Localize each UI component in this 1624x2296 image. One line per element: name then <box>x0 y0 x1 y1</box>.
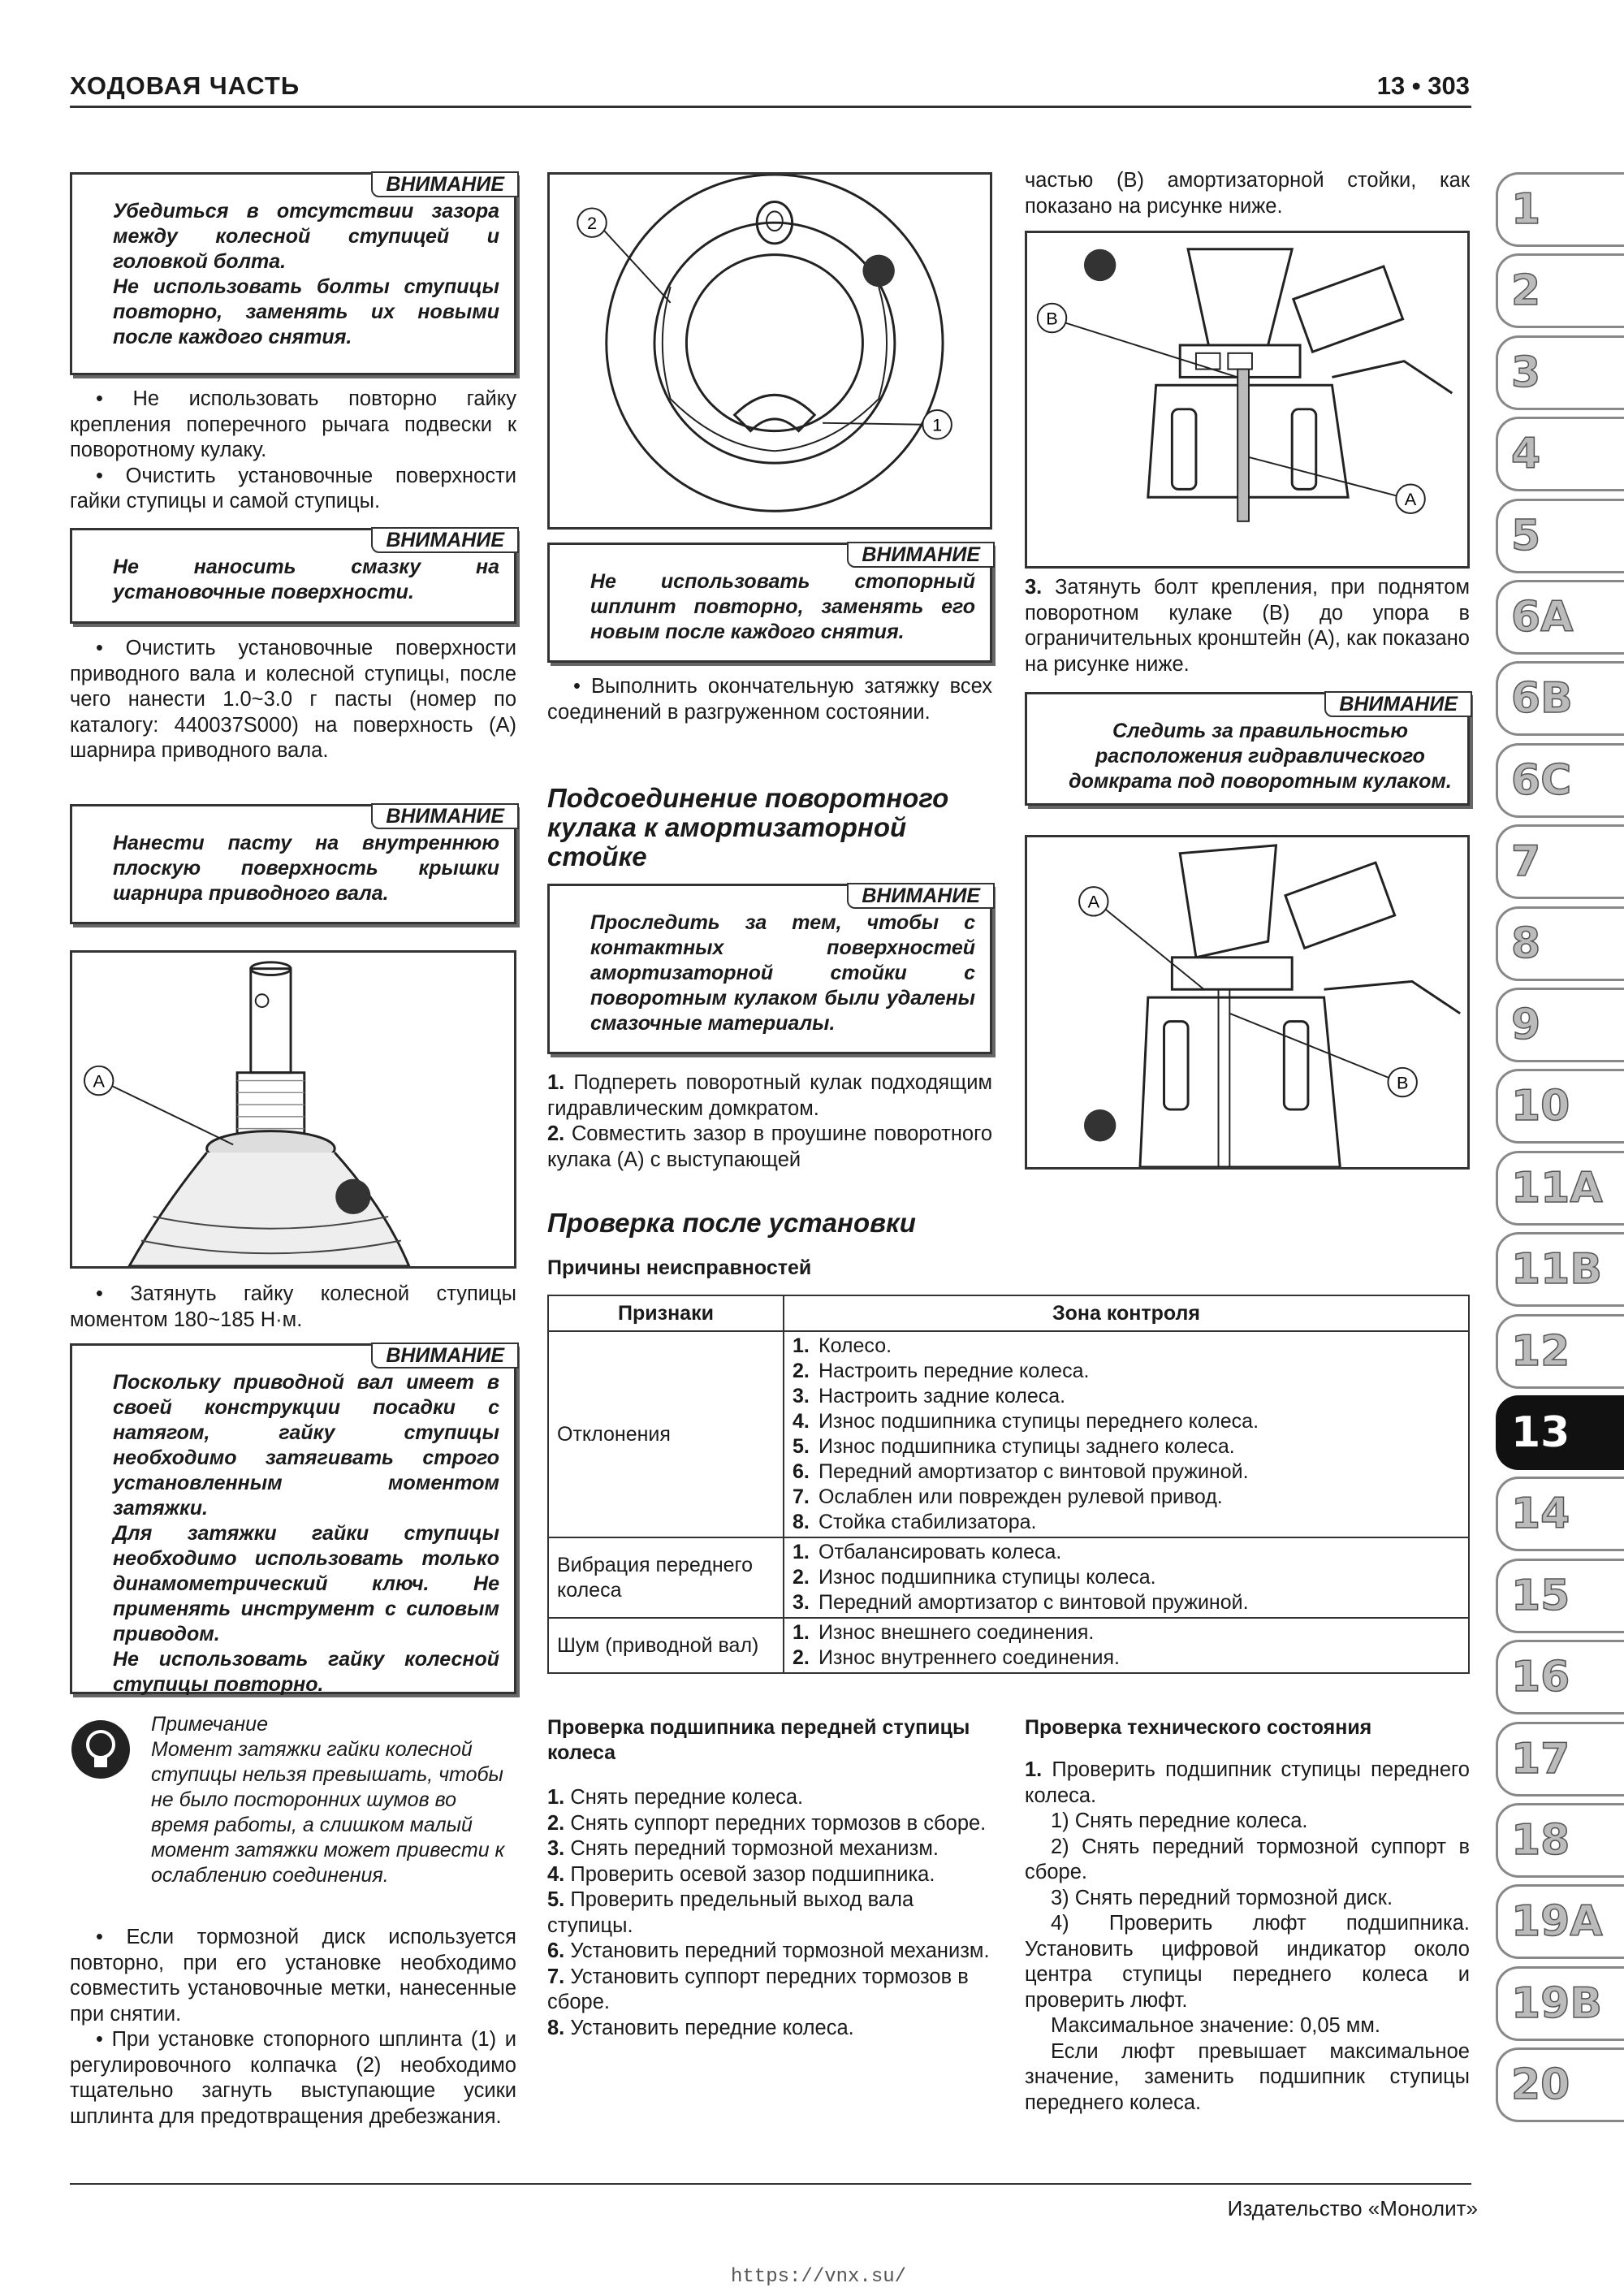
footer-rule <box>70 2183 1471 2185</box>
check-item <box>793 1645 1460 1671</box>
item-number: 2. <box>793 1646 810 1669</box>
item-text: Настроить задние колеса. <box>818 1385 1066 1407</box>
subsection-heading: Проверка подшипника передней ступицы колеса <box>547 1716 970 1764</box>
check-item <box>793 1565 1460 1590</box>
check-item <box>793 1334 1460 1359</box>
item-number: 1. <box>793 1621 810 1644</box>
subsection-heading: Проверка технического состояния <box>1025 1716 1372 1739</box>
step-text: Затянуть болт крепления, при поднятом поворотном кулаке (В) до упора в ограничительных кронштейн (А), как показано на рисунке ниже. <box>1025 576 1470 676</box>
text-block <box>70 387 516 515</box>
chapter-tab-10[interactable]: 10 <box>1496 1069 1624 1144</box>
chapter-tab-2[interactable]: 2 <box>1496 253 1624 328</box>
symptom-cell: Шум (приводной вал) <box>548 1618 784 1673</box>
spec-value: Максимальное значение: 0,05 мм. <box>1051 2014 1380 2037</box>
drive-shaft-figure <box>70 950 516 1269</box>
bullet-item: • Затянуть гайку колесной ступицы моментом 180~185 Н·м. <box>70 1282 516 1331</box>
chapter-tab-16[interactable]: 16 <box>1496 1640 1624 1714</box>
section-heading: Проверка после установки <box>547 1208 916 1238</box>
callout-A: A <box>93 1070 105 1092</box>
chapter-tab-20[interactable]: 20 <box>1496 2047 1624 2122</box>
text-block <box>70 1282 516 1333</box>
chapter-tab-15[interactable]: 15 <box>1496 1559 1624 1633</box>
callout-A: A <box>1087 891 1100 912</box>
step-item <box>547 1836 992 1862</box>
item-text: Колесо. <box>818 1334 892 1357</box>
bullet-item: • Очистить установочные поверхности приводного вала и колесной ступицы, после чего нанести 1.0~3.0 г пасты (номер по каталогу: 440037S000) на поверхность (А) шарнира приводного вала. <box>70 637 516 762</box>
warning-text: Не использовать болты ступицы повторно, заменять их новыми после каждого снятия. <box>113 275 499 348</box>
step-number: 5. <box>547 1888 565 1911</box>
warning-label: ВНИМАНИЕ <box>847 542 995 568</box>
warning-label: ВНИМАНИЕ <box>847 883 995 909</box>
chapter-tab-13[interactable]: 13 <box>1496 1395 1624 1470</box>
warning-text: Не использовать стопорный шплинт повторно, заменять его новым после каждого снятия. <box>590 570 975 643</box>
warning-text: Убедиться в отсутствии зазора между колесной ступицей и головкой болта. <box>113 200 499 273</box>
step-number: 1. <box>547 1786 565 1809</box>
item-number: 8. <box>793 1511 810 1533</box>
step-text: Проверить осевой зазор подшипника. <box>570 1862 935 1886</box>
step-item <box>547 1785 992 1811</box>
check-item <box>793 1485 1460 1510</box>
item-number: 4. <box>793 1410 810 1433</box>
check-zone-cell <box>784 1331 1469 1537</box>
step-item <box>547 1939 992 1965</box>
paragraph: частью (В) амортизаторной стойки, как показано на рисунке ниже. <box>1025 169 1470 218</box>
step-item <box>547 1811 992 1837</box>
callout-A: A <box>1404 489 1417 510</box>
warning-text: Для затяжки гайки ступицы необходимо использовать только динамометрический ключ. Не применять инструмент с силовым приводом. <box>113 1522 499 1645</box>
step-number: 7. <box>547 1965 565 1988</box>
paragraph: Если люфт превышает максимальное значение, заменить подшипник ступицы переднего колеса. <box>1025 2039 1470 2114</box>
chapter-tab-9[interactable]: 9 <box>1496 988 1624 1062</box>
warning-text: Не наносить смазку на установочные поверхности. <box>113 556 499 603</box>
chapter-tab-3[interactable]: 3 <box>1496 335 1624 410</box>
header-rule <box>70 106 1471 108</box>
note-block <box>151 1712 516 1888</box>
table-row <box>548 1537 1469 1618</box>
note-text: Момент затяжки гайки колесной ступицы нельзя превышать, чтобы не было посторонних шумов во время работы, а слишком малый момент затяжки может привести к ослаблению соединения. <box>151 1738 505 1887</box>
warning-text: Нанести пасту на внутреннюю плоскую поверхность крышки шарнира приводного вала. <box>113 832 499 905</box>
chapter-tab-6c[interactable]: 6C <box>1496 743 1624 818</box>
steps-block <box>1025 575 1470 677</box>
warning-label: ВНИМАНИЕ <box>371 171 519 197</box>
warning-text: Поскольку приводной вал имеет в своей конструкции посадки с натягом, гайку ступицы необходимо затягивать строго установленным моментом затяжки. <box>113 1371 499 1520</box>
chapter-tab-8[interactable]: 8 <box>1496 906 1624 981</box>
step-text: Проверить подшипник ступицы переднего колеса. <box>1025 1758 1470 1807</box>
item-text: Износ внешнего соединения. <box>818 1621 1095 1644</box>
step-number: 6. <box>547 1939 565 1962</box>
text-block <box>70 636 516 764</box>
warning-label: ВНИМАНИЕ <box>1324 691 1472 717</box>
check-item <box>793 1620 1460 1645</box>
item-number: 3. <box>793 1385 810 1407</box>
text-block <box>547 674 992 725</box>
warning-label: ВНИМАНИЕ <box>371 527 519 553</box>
publisher: Издательство «Монолит» <box>1227 2196 1478 2220</box>
section-title: ХОДОВАЯ ЧАСТЬ <box>70 71 300 100</box>
knuckle-bracket-figure <box>1025 835 1470 1170</box>
steps-block <box>547 1070 992 1173</box>
warning-box <box>70 528 516 624</box>
item-text: Ослаблен или поврежден рулевой привод. <box>818 1485 1223 1508</box>
callout-2: 2 <box>586 213 598 234</box>
step-number: 2. <box>547 1122 565 1145</box>
chapter-tab-7[interactable]: 7 <box>1496 824 1624 899</box>
steps-block <box>1025 1758 1470 2116</box>
chapter-tab-12[interactable]: 12 <box>1496 1314 1624 1389</box>
step-text: Подпереть поворотный кулак подходящим гидравлическим домкратом. <box>547 1071 992 1120</box>
substep: 3) Снять передний тормозной диск. <box>1051 1886 1393 1909</box>
bullet-item: • Не использовать повторно гайку крепления поперечного рычага подвески к поворотному кулаку. <box>70 387 516 461</box>
warning-text: Не использовать гайку колесной ступицы повторно. <box>113 1648 499 1696</box>
chapter-tab-11a[interactable]: 11A <box>1496 1151 1624 1226</box>
callout-B: B <box>1396 1072 1409 1093</box>
item-number: 1. <box>793 1541 810 1563</box>
step-text: Снять суппорт передних тормозов в сборе. <box>570 1811 987 1835</box>
item-text: Настроить передние колеса. <box>818 1360 1090 1382</box>
substep: 4) Проверить люфт подшипника. Установить цифровой индикатор около центра ступицы переднего колеса и проверить люфт. <box>1025 1912 1470 2012</box>
chapter-tab-6b[interactable]: 6B <box>1496 661 1624 736</box>
check-zone-cell <box>784 1537 1469 1618</box>
step-item <box>547 1862 992 1888</box>
text-block <box>70 1925 516 2130</box>
strut-knuckle-figure <box>1025 231 1470 569</box>
bullet-item: • Выполнить окончательную затяжку всех соединений в разгруженном состоянии. <box>547 675 992 724</box>
warning-label: ВНИМАНИЕ <box>371 1343 519 1369</box>
item-text: Отбалансировать колеса. <box>818 1541 1062 1563</box>
warning-box <box>70 804 516 924</box>
note-title: Примечание <box>151 1713 268 1736</box>
warning-box <box>70 172 516 375</box>
diagnostics-table <box>547 1295 1470 1674</box>
step-number: 4. <box>547 1862 565 1886</box>
step-item <box>547 1887 992 1939</box>
chapter-tab-1[interactable]: 1 <box>1496 172 1624 247</box>
item-text: Износ подшипника ступицы заднего колеса. <box>818 1435 1235 1458</box>
bullet-item: • При установке стопорного шплинта (1) и регулировочного колпачка (2) необходимо тщательно загнуть выступающие усики шплинта для предотвращения дребезжания. <box>70 2028 516 2128</box>
lightbulb-icon <box>71 1720 130 1779</box>
step-text: Установить суппорт передних тормозов в сборе. <box>547 1965 969 2013</box>
step-text: Снять передний тормозной механизм. <box>570 1837 939 1860</box>
warning-box <box>70 1343 516 1694</box>
warning-box <box>547 884 992 1054</box>
chapter-tab-11b[interactable]: 11B <box>1496 1232 1624 1307</box>
item-text: Износ подшипника ступицы колеса. <box>818 1566 1156 1589</box>
check-zone-cell <box>784 1618 1469 1673</box>
column-header: Зона контроля <box>784 1295 1469 1331</box>
page-number: 13 • 303 <box>1376 71 1470 100</box>
warning-box <box>1025 692 1470 806</box>
warning-text: Следить за правильностью расположения гидравлического домкрата под поворотным кулаком. <box>1069 720 1452 793</box>
bullet-item: • Если тормозной диск используется повторно, при его установке необходимо совместить установочные метки, нанесенные при снятии. <box>70 1926 516 2026</box>
item-number: 2. <box>793 1566 810 1589</box>
step-number: 3. <box>547 1837 565 1860</box>
step-text: Снять передние колеса. <box>570 1786 804 1809</box>
step-item <box>547 1965 992 2016</box>
step-text: Установить передний тормозной механизм. <box>570 1939 990 1962</box>
item-text: Износ подшипника ступицы переднего колеса. <box>818 1410 1259 1433</box>
item-number: 2. <box>793 1360 810 1382</box>
item-text: Износ внутреннего соединения. <box>818 1646 1120 1669</box>
source-url[interactable]: https://vnx.su/ <box>731 2266 907 2288</box>
chapter-tab-4[interactable]: 4 <box>1496 417 1624 491</box>
warning-label: ВНИМАНИЕ <box>371 803 519 829</box>
step-item <box>547 2016 992 2042</box>
item-text: Стойка стабилизатора. <box>818 1511 1037 1533</box>
chapter-tab-17[interactable]: 17 <box>1496 1722 1624 1797</box>
section-heading: Подсоединение поворотного кулака к амортизаторной стойке <box>547 783 949 871</box>
step-text: Проверить предельный выход вала ступицы. <box>547 1888 914 1937</box>
symptom-cell: Отклонения <box>548 1331 784 1537</box>
step-text: Совместить зазор в проушине поворотного кулака (А) с выступающей <box>547 1122 993 1171</box>
steps-block <box>547 1785 992 2041</box>
column-header: Признаки <box>548 1295 784 1331</box>
subsection-heading: Причины неисправностей <box>547 1256 812 1279</box>
item-number: 3. <box>793 1591 810 1614</box>
check-item <box>793 1384 1460 1409</box>
symptom-cell: Вибрация переднего колеса <box>548 1537 784 1618</box>
check-item <box>793 1510 1460 1535</box>
substep: 2) Снять передний тормозной суппорт в сборе. <box>1025 1835 1470 1883</box>
check-item <box>793 1590 1460 1615</box>
chapter-tab-14[interactable]: 14 <box>1496 1477 1624 1551</box>
substep: 1) Снять передние колеса. <box>1051 1810 1308 1832</box>
callout-B: B <box>1046 308 1058 329</box>
chapter-tab-6a[interactable]: 6A <box>1496 580 1624 655</box>
bullet-item: • Очистить установочные поверхности гайки ступицы и самой ступицы. <box>70 464 516 512</box>
item-number: 1. <box>793 1334 810 1357</box>
check-item <box>793 1359 1460 1384</box>
step-number: 1. <box>547 1071 565 1094</box>
hub-cap-figure <box>547 172 992 530</box>
warning-box <box>547 543 992 663</box>
check-item <box>793 1434 1460 1459</box>
chapter-tab-19a[interactable]: 19A <box>1496 1884 1624 1959</box>
item-number: 7. <box>793 1485 810 1508</box>
item-number: 5. <box>793 1435 810 1458</box>
callout-1: 1 <box>932 414 943 435</box>
item-text: Передний амортизатор с винтовой пружиной. <box>818 1591 1249 1614</box>
warning-text: Проследить за тем, чтобы с контактных поверхностей амортизаторной стойки с поворотным кулаком были удалены смазочные материалы. <box>590 911 975 1035</box>
chapter-tab-5[interactable]: 5 <box>1496 499 1624 573</box>
step-number: 3. <box>1025 576 1043 599</box>
table-row <box>548 1618 1469 1673</box>
item-text: Передний амортизатор с винтовой пружиной. <box>818 1460 1249 1483</box>
check-item <box>793 1459 1460 1485</box>
chapter-tab-19b[interactable]: 19B <box>1496 1966 1624 2041</box>
step-text: Установить передние колеса. <box>570 2016 854 2039</box>
check-item <box>793 1409 1460 1434</box>
step-number: 2. <box>547 1811 565 1835</box>
chapter-tab-18[interactable]: 18 <box>1496 1803 1624 1878</box>
step-number: 1. <box>1025 1758 1043 1781</box>
table-row <box>548 1331 1469 1537</box>
text-block <box>1025 168 1470 219</box>
check-item <box>793 1540 1460 1565</box>
item-number: 6. <box>793 1460 810 1483</box>
step-number: 8. <box>547 2016 565 2039</box>
table-header-row <box>548 1295 1469 1331</box>
